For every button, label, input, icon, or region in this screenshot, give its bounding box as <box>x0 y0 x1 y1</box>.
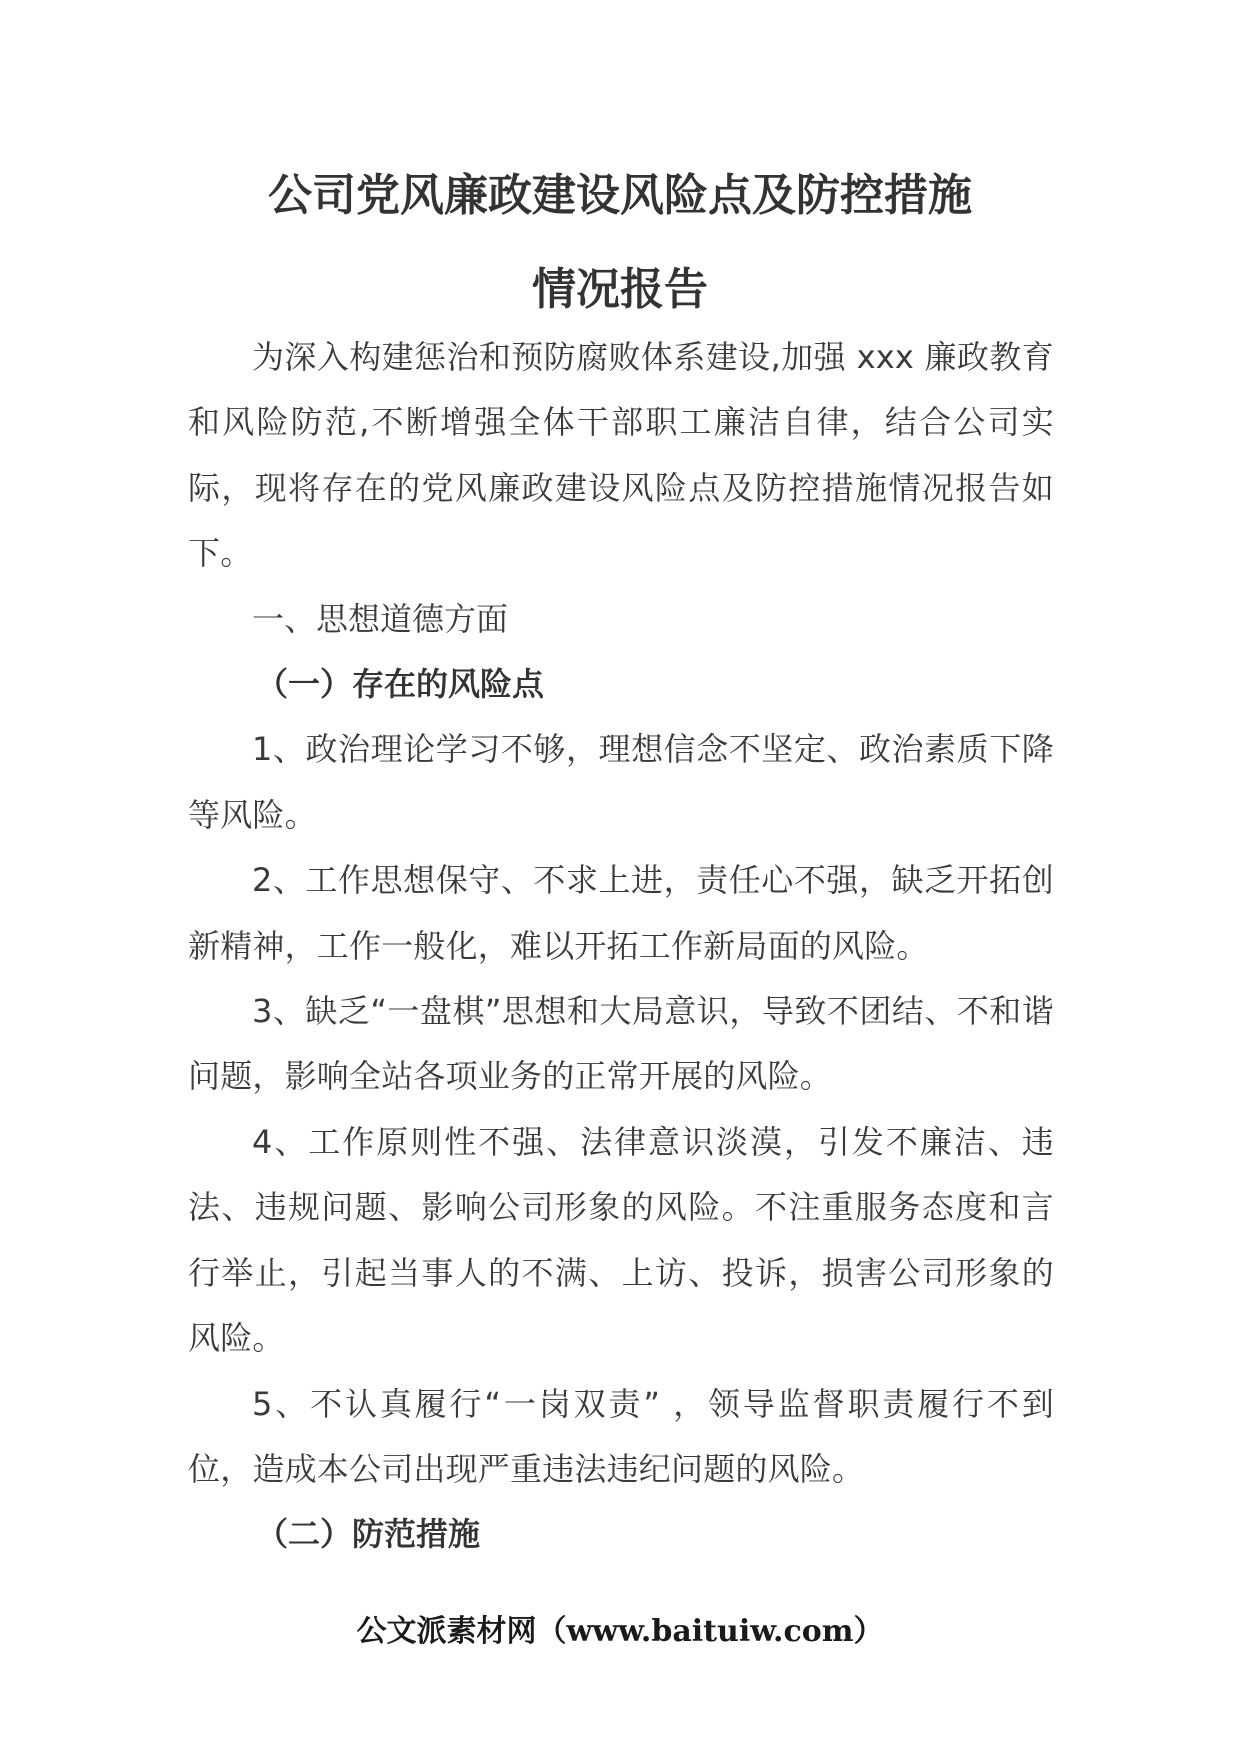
document-title-line-1: 公司党风廉政建设风险点及防控措施 <box>268 170 972 221</box>
section-heading-ideology: 一、思想道德方面 <box>252 599 509 638</box>
document-title-line-2: 情况报告 <box>532 264 708 315</box>
risk-item-1: 1、政治理论学习不够，理想信念不坚定、政治素质下降等风险。 <box>188 730 1054 834</box>
risk-item-5: 5、不认真履行“一岗双责” ，领导监督职责履行不到位，造成本公司出现严重违法违纪问题的风险。 <box>188 1384 1054 1488</box>
risk-item-3: 3、缺乏“一盘棋”思想和大局意识，导致不团结、不和谐问题，影响全站各项业务的正常开展的风险。 <box>188 992 1054 1096</box>
subsection-heading-prevention: （二）防范措施 <box>256 1515 481 1554</box>
intro-paragraph: 为深入构建惩治和预防腐败体系建设,加强 xxx 廉政教育和风险防范,不断增强全体干部职工廉洁自律，结合公司实际，现将存在的党风廉政建设风险点及防控措施情况报告如下。 <box>188 338 1054 573</box>
subsection-heading-risk-points: （一）存在的风险点 <box>256 665 545 704</box>
footer-watermark: 公文派素材网（www.baituiw.com） <box>356 1614 884 1649</box>
risk-item-2: 2、工作思想保守、不求上进，责任心不强，缺乏开拓创新精神，工作一般化，难以开拓工作新局面的风险。 <box>188 861 1054 965</box>
risk-item-4: 4、工作原则性不强、法律意识淡漠，引发不廉洁、违法、违规问题、影响公司形象的风险。不注重服务态度和言行举止，引起当事人的不满、上访、投诉，损害公司形象的风险。 <box>188 1122 1054 1358</box>
document-body <box>188 325 1054 1568</box>
